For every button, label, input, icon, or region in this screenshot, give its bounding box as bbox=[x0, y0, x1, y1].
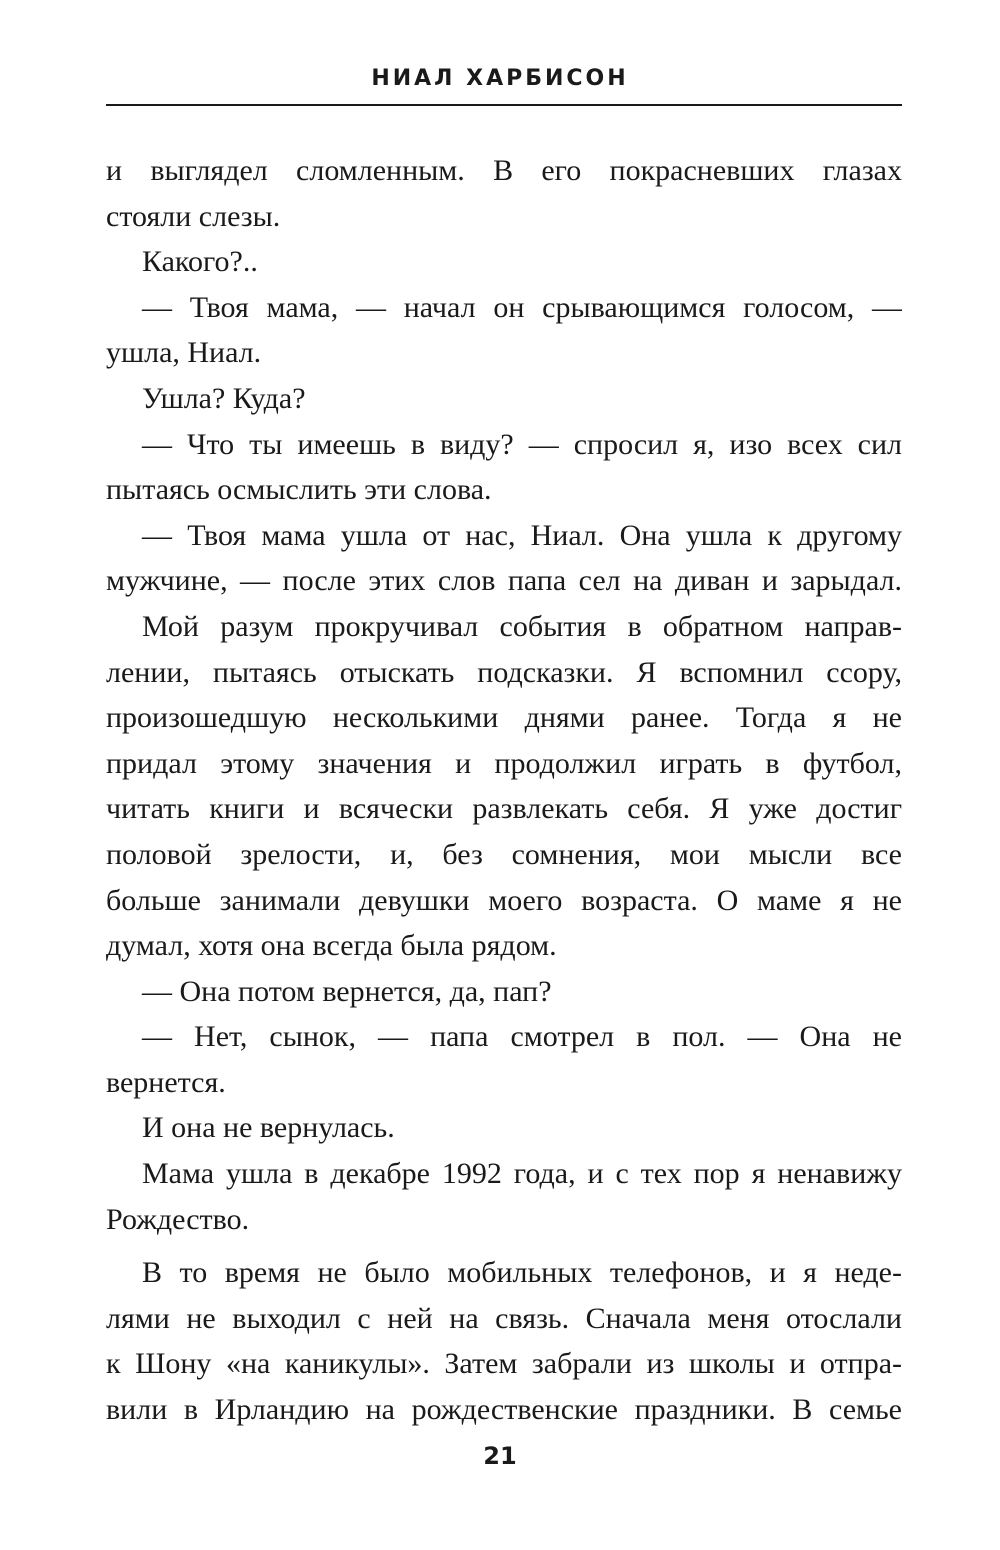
text-line: В то время не было мобильных телефонов, и я неде- bbox=[142, 1256, 902, 1290]
header-rule bbox=[106, 104, 902, 106]
text-line: — Твоя мама ушла от нас, Ниал. Она ушла к другому bbox=[142, 518, 902, 552]
text-line: к Шону «на каникулы». Затем забрали из школы и отпра- bbox=[106, 1347, 902, 1381]
text-line: Мама ушла в декабре 1992 года, и с тех пор я ненавижу bbox=[142, 1157, 902, 1191]
text-line: лении, пытаясь отыскать подсказки. Я вспомнил ссору, bbox=[106, 655, 902, 689]
text-line: Рождество. bbox=[106, 1202, 250, 1236]
text-line: Мой разум прокручивал события в обратном направ- bbox=[142, 609, 902, 643]
text-line: И она не вернулась. bbox=[142, 1111, 395, 1145]
running-head: НИАЛ ХАРБИСОН bbox=[371, 66, 629, 91]
text-line: лями не выходил с ней на связь. Сначала меня отослали bbox=[106, 1301, 902, 1335]
text-line: Ушла? Куда? bbox=[142, 381, 306, 415]
text-line: ушла, Ниал. bbox=[106, 336, 262, 370]
body-text bbox=[106, 148, 902, 1433]
text-line: больше занимали девушки моего возраста. О маме я не bbox=[106, 883, 902, 917]
page-number: 21 bbox=[483, 1442, 517, 1470]
text-line: — Что ты имеешь в виду? — спросил я, изо всех сил bbox=[142, 427, 902, 461]
text-line: половой зрелости, и, без сомнения, мои мысли все bbox=[106, 837, 902, 871]
text-line: произошедшую несколькими днями ранее. Тогда я не bbox=[106, 701, 902, 735]
text-line: Какого?.. bbox=[142, 245, 258, 279]
text-line: вили в Ирландию на рождественские праздники. В семье bbox=[106, 1393, 902, 1427]
text-line: думал, хотя она всегда была рядом. bbox=[106, 929, 557, 963]
text-line: и выглядел сломленным. В его покрасневших глазах bbox=[106, 154, 902, 187]
text-line: стояли слезы. bbox=[106, 199, 281, 233]
text-line: вернется. bbox=[106, 1065, 226, 1099]
text-line: — Нет, сынок, — папа смотрел в пол. — Она не bbox=[142, 1020, 902, 1054]
text-line: читать книги и всячески развлекать себя. Я уже достиг bbox=[106, 792, 902, 826]
text-line: придал этому значения и продолжил играть в футбол, bbox=[106, 746, 902, 780]
text-line: — Она потом вернется, да, пап? bbox=[142, 974, 552, 1008]
text-line: мужчине, — после этих слов папа сел на диван и зарыдал. bbox=[106, 564, 902, 598]
text-line: — Твоя мама, — начал он срывающимся голосом, — bbox=[142, 290, 902, 324]
text-line: пытаясь осмыслить эти слова. bbox=[106, 473, 492, 507]
